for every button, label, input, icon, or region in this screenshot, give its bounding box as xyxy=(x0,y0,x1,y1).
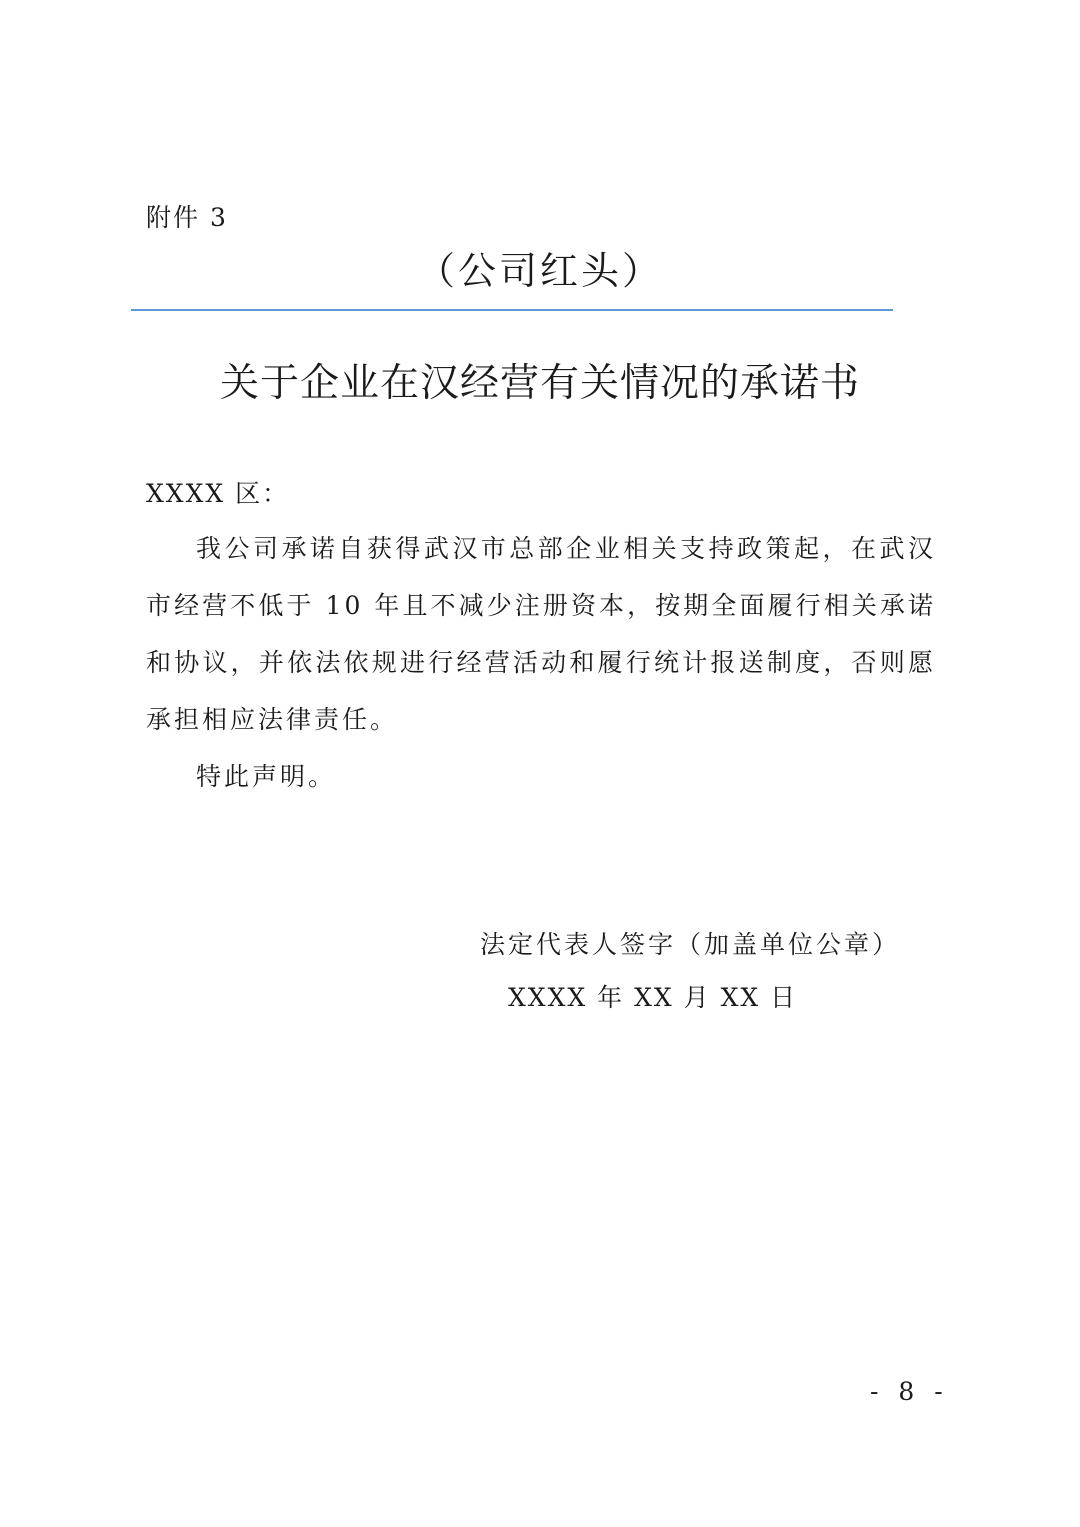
document-body xyxy=(146,520,936,805)
company-letterhead: （公司红头） xyxy=(416,249,663,293)
recipient-salutation: XXXX 区： xyxy=(146,479,290,508)
declaration-paragraph: 特此声明。 xyxy=(196,762,337,791)
document-title: 关于企业在汉经营有关情况的承诺书 xyxy=(219,361,860,406)
page-number: - 8 - xyxy=(870,1377,949,1406)
signature-line: 法定代表人签字（加盖单位公章） xyxy=(480,930,901,959)
date-line: XXXX 年 XX 月 XX 日 xyxy=(508,983,798,1012)
commitment-paragraph: 我公司承诺自获得武汉市总部企业相关支持政策起，在武汉市经营不低于 10 年且不减少注册资本，按期全面履行相关承诺和协议，并依法依规进行经营活动和履行统计报送制度，否则愿承担相应法律责任。 xyxy=(146,534,936,734)
letterhead-divider xyxy=(131,309,893,311)
attachment-label: 附件 3 xyxy=(146,203,228,232)
